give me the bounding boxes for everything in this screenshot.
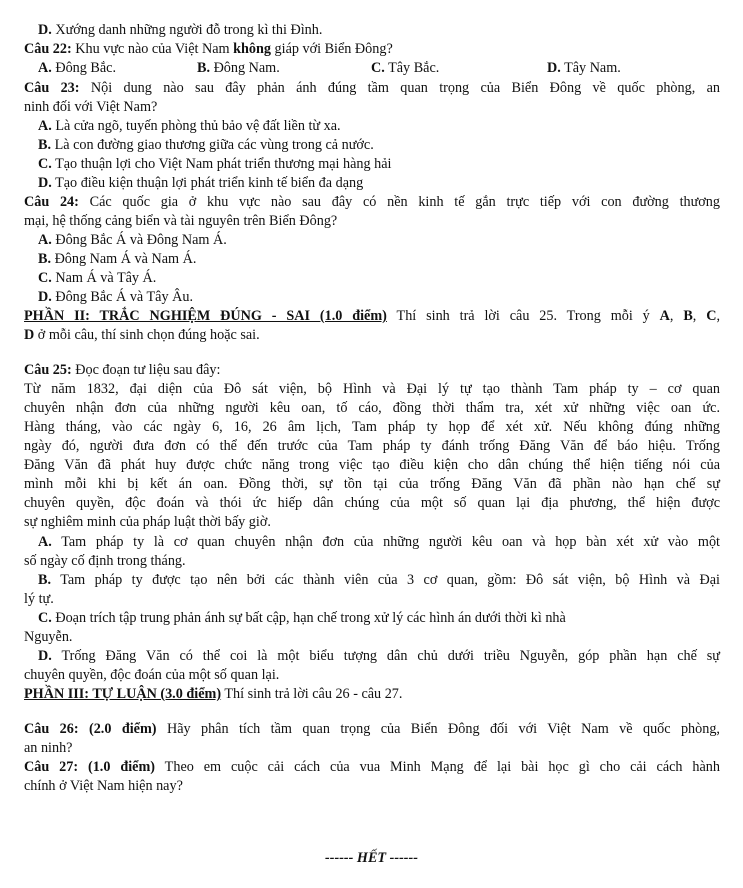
q25-statement-d-line-1 — [38, 648, 720, 665]
option-text: Tây Nam. — [560, 60, 621, 76]
q25-statement-c-line-2: Nguyễn. — [24, 629, 73, 645]
option-text: Tam pháp ty là cơ quan chuyên nhận đơn của những người kêu oan và họp bàn xét xử vào một — [51, 534, 720, 550]
q21-option-d — [38, 22, 322, 39]
option-letter: A. — [38, 534, 52, 550]
q24-question-line-2: mại, hệ thống cảng biển và tài nguyên trên Biển Đông? — [24, 213, 338, 229]
part-3-heading — [24, 686, 402, 703]
option-text: Tây Bắc. — [384, 60, 440, 76]
option-letter: A. — [38, 232, 52, 248]
question-text: Nội dung nào sau đây phản ánh đúng tầm quan trọng của Biển Đông về quốc phòng, an — [79, 80, 720, 96]
question-emphasis: không — [233, 41, 271, 57]
option-letter: B. — [38, 251, 52, 267]
q26-question-line-2: an ninh? — [24, 740, 73, 756]
q25-statement-a-line-2: số ngày cố định trong tháng. — [24, 553, 186, 569]
passage-line: chuyên quyền, độc đoán và thói ức hiếp dân chúng của một số quan lại địa phương, thể hiện được — [24, 495, 720, 511]
q23-option-d — [38, 175, 363, 192]
passage-line: sự nghiêm minh của pháp luật thời bấy giờ. — [24, 514, 271, 530]
q24-option-d — [38, 289, 193, 306]
question-text: Hãy phân tích tầm quan trọng của Biển Đông đối với Việt Nam về quốc phòng, — [156, 721, 720, 737]
q24-option-c — [38, 270, 156, 287]
q25-statement-b-line-1 — [38, 572, 720, 589]
q22-question — [24, 41, 393, 58]
option-letter: D. — [38, 22, 52, 38]
section-title: PHẦN III: TỰ LUẬN (3.0 điểm) — [24, 686, 222, 702]
q22-option-a — [38, 60, 116, 77]
option-letter: C. — [38, 270, 52, 286]
option-text: Trống Đăng Văn có thể coi là một biểu tượng dân chủ dưới triều Nguyễn, góp phần hạn chế sự — [51, 648, 720, 664]
option-letter: C. — [38, 610, 52, 626]
option-letter: B. — [38, 572, 52, 588]
option-text: Tạo điều kiện thuận lợi phát triển kinh tế biển đa dạng — [51, 175, 364, 191]
q24-option-a — [38, 232, 227, 249]
separator: , — [692, 308, 707, 324]
letter-c: C — [706, 308, 717, 324]
option-letter: B. — [38, 137, 52, 153]
q23-option-b — [38, 137, 374, 154]
question-text: Khu vực nào của Việt Nam — [71, 41, 234, 57]
passage-line: ngày đó, người đưa đơn có thể đến trước của Tam pháp ty đánh trống Đăng Văn để báo hiệu. Trống — [24, 438, 720, 454]
option-text: Đông Nam. — [210, 60, 280, 76]
q23-option-a — [38, 118, 341, 135]
q25-statement-b-line-2: lý tự. — [24, 591, 54, 607]
passage-line: Đăng Văn đã phát huy được chức năng trong việc tạo điều kiện cho dân chúng thể hiện tiếng nói của — [24, 457, 720, 473]
question-points: (2.0 điểm) — [78, 721, 157, 737]
q23-option-c — [38, 156, 391, 173]
question-label: Câu 23: — [24, 80, 80, 96]
q25-statement-c-line-1 — [38, 610, 566, 627]
q27-question-line-1 — [24, 759, 720, 776]
section-instruction: ở mỗi câu, thí sinh chọn đúng hoặc sai. — [34, 327, 260, 343]
q25-statement-a-line-1 — [38, 534, 720, 551]
letter-b: B — [683, 308, 693, 324]
question-text: giáp với Biển Đông? — [270, 41, 393, 57]
passage-line: chuyên nhận đơn của những người kêu oan, tố cáo, đồng thời thẩm tra, xét xử những việc oan ức. — [24, 400, 720, 416]
option-text: Đông Bắc Á và Tây Âu. — [51, 289, 193, 305]
question-text: Theo em cuộc cải cách của vua Minh Mạng để lại bài học gì cho cải cách hành — [155, 759, 720, 775]
question-label: Câu 24: — [24, 194, 79, 210]
question-label: Câu 25: — [24, 362, 72, 378]
option-letter: C. — [38, 156, 52, 172]
option-text: Tam pháp ty được tạo nên bởi các thành viên của 3 cơ quan, gồm: Đô sát viện, bộ Hình và Đại — [51, 572, 720, 588]
q25-question — [24, 362, 220, 379]
separator: , — [669, 308, 684, 324]
section-instruction: Thí sinh trả lời câu 26 - câu 27. — [221, 686, 403, 702]
question-label: Câu 27: — [24, 759, 79, 775]
option-letter: A. — [38, 118, 52, 134]
option-letter: D. — [38, 175, 52, 191]
q26-question-line-1 — [24, 721, 720, 738]
option-text: Xướng danh những người đỗ trong kì thi Đình. — [51, 22, 323, 38]
letter-a: A — [659, 308, 670, 324]
section-instruction: Thí sinh trả lời câu 25. Trong mỗi ý — [386, 308, 660, 324]
question-label: Câu 26: — [24, 721, 79, 737]
option-letter: D. — [38, 289, 52, 305]
q22-option-d — [547, 60, 621, 77]
q22-option-c — [371, 60, 439, 77]
question-text: Các quốc gia ở khu vực nào sau đây có nền kinh tế gắn trực tiếp với con đường thương — [78, 194, 720, 210]
passage-line: mình mỗi khi bị kết án oan. Đồng thời, sự tồn tại của trống Đăng Văn đã phần nào hạn chế sự — [24, 476, 720, 492]
option-text: Đoạn trích tập trung phản ánh sự bất cập, hạn chế trong xử lý các hình án dưới thời kì nhà — [51, 610, 566, 626]
option-letter: D. — [547, 60, 561, 76]
q27-question-line-2: chính ở Việt Nam hiện nay? — [24, 778, 183, 794]
q25-statement-d-line-2: chuyên quyền, độc đoán của một số quan lại. — [24, 667, 280, 683]
option-text: Đông Bắc. — [51, 60, 117, 76]
q23-question-line-2: ninh đối với Việt Nam? — [24, 99, 158, 115]
option-text: Tạo thuận lợi cho Việt Nam phát triển thương mại hàng hải — [51, 156, 392, 172]
letter-d: D — [24, 327, 35, 343]
separator: , — [716, 308, 721, 324]
part-2-instruction-line-2 — [24, 327, 260, 344]
question-points: (1.0 điểm) — [78, 759, 156, 775]
option-letter: D. — [38, 648, 52, 664]
option-letter: C. — [371, 60, 385, 76]
q24-question-line-1 — [24, 194, 720, 211]
option-letter: B. — [197, 60, 211, 76]
option-text: Nam Á và Tây Á. — [51, 270, 157, 286]
option-text: Là cửa ngõ, tuyến phòng thủ bảo vệ đất liền từ xa. — [51, 118, 341, 134]
option-letter: A. — [38, 60, 52, 76]
part-2-heading — [24, 308, 720, 325]
section-title: PHẦN II: TRẮC NGHIỆM ĐÚNG - SAI (1.0 điểm) — [24, 308, 387, 324]
question-label: Câu 22: — [24, 41, 72, 57]
end-marker: ------ HẾT ------ — [325, 850, 418, 866]
q24-option-b — [38, 251, 196, 268]
q23-question-line-1 — [24, 80, 720, 97]
q22-option-b — [197, 60, 280, 77]
option-text: Đông Nam Á và Nam Á. — [51, 251, 197, 267]
passage-line: Hàng tháng, vào các ngày 6, 16, 26 âm lịch, Tam pháp ty họp để xét xử. Nếu không đúng những — [24, 419, 720, 435]
question-text: Đọc đoạn tư liệu sau đây: — [71, 362, 221, 378]
option-text: Là con đường giao thương giữa các vùng trong cả nước. — [51, 137, 374, 153]
passage-line: Từ năm 1832, đại diện của Đô sát viện, bộ Hình và Đại lý tự tạo thành Tam pháp ty – cơ quan — [24, 381, 720, 397]
option-text: Đông Bắc Á và Đông Nam Á. — [51, 232, 227, 248]
